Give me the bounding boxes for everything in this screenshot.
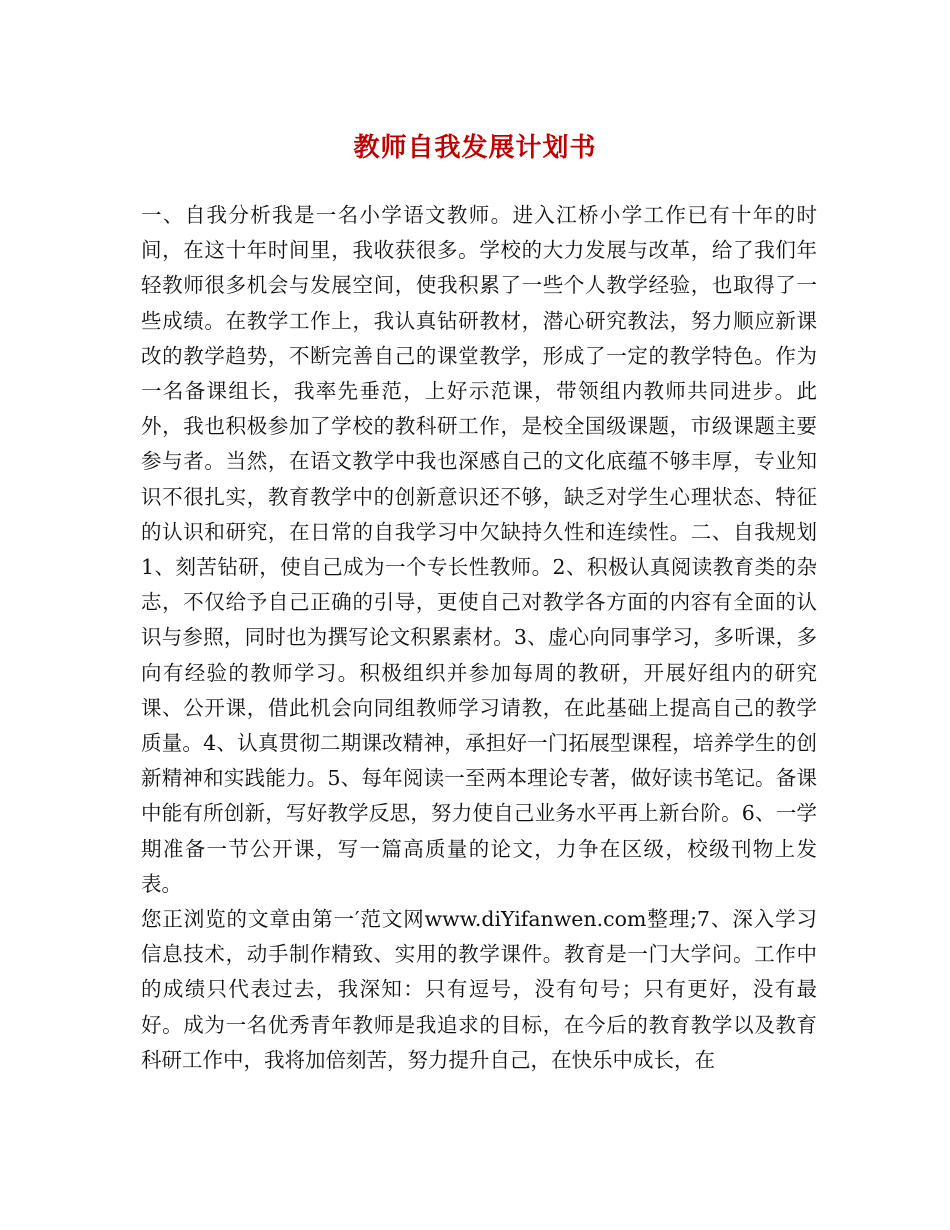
body-paragraph-2: 您正浏览的文章由第一′范文网www.diYifanwen.com整理;7、深入学习信息技术，动手制作精致、实用的教学课件。教育是一门大学问。工作中的成绩只代表过去，我深知：只有逗号，没有句号；只有更好，没有最好。成为一名优秀青年教师是我追求的目标，在今后的教育教学以及教育科研工作中，我将加倍刻苦，努力提升自己，在快乐中成长，在 [141, 907, 817, 1072]
document-body [141, 198, 817, 1078]
body-paragraph-1: 一、自我分析我是一名小学语文教师。进入江桥小学工作已有十年的时间，在这十年时间里，我收获很多。学校的大力发展与改革，给了我们年轻教师很多机会与发展空间，使我积累了一些个人教学经验，也取得了一些成绩。在教学工作上，我认真钻研教材，潜心研究教法，努力顺应新课改的教学趋势，不断完善自己的课堂教学，形成了一定的教学特色。作为一名备课组长，我率先垂范，上好示范课，带领组内教师共同进步。此外，我也积极参加了学校的教科研工作，是校全国级课题，市级课题主要参与者。当然，在语文教学中我也深感自己的文化底蕴不够丰厚，专业知识不很扎实，教育教学中的创新意识还不够，缺乏对学生心理状态、特征的认识和研究，在日常的自我学习中欠缺持久性和连续性。二、自我规划1、刻苦钻研，使自己成为一个专长性教师。2、积极认真阅读教育类的杂志，不仅给予自己正确的引导，更使自己对教学各方面的内容有全面的认识与参照，同时也为撰写论文积累素材。3、虚心向同事学习，多听课，多向有经验的教师学习。积极组织并参加每周的教研，开展好组内的研究课、公开课，借此机会向同组教师学习请教，在此基础上提高自己的教学质量。4、认真贯彻二期课改精神，承担好一门拓展型课程，培养学生的创新精神和实践能力。5、每年阅读一至两本理论专著，做好读书笔记。备课中能有所创新，写好教学反思，努力使自己业务水平再上新台阶。6、一学期准备一节公开课，写一篇高质量的论文，力争在区级，校级刊物上发表。 [141, 203, 817, 896]
document-title: 教师自我发展计划书 [353, 133, 597, 163]
